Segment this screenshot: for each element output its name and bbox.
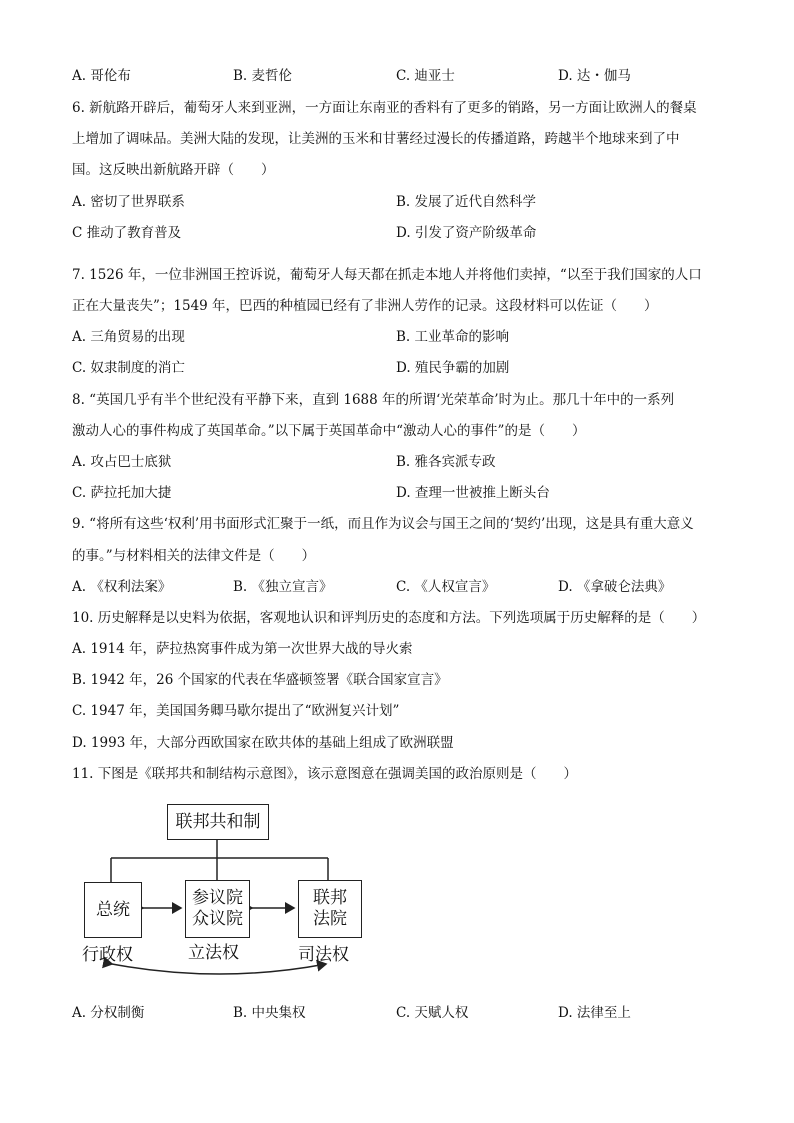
box-congress <box>185 880 250 938</box>
q7-text-line-1: 7. 1526 年，一位非洲国王控诉说，葡萄牙人每天都在抓走本地人并将他们卖掉，“以至于我们国家的人口 <box>72 267 702 283</box>
q6-text-line-1: 6. 新航路开辟后，葡萄牙人来到亚洲，一方面让东南亚的香料有了更多的销路，另一方面让欧洲人的餐桌 <box>72 100 697 116</box>
box-president-label: 总统 <box>96 899 130 920</box>
arrow-bottom-curve <box>112 964 326 974</box>
q11-text-line-1: 11. 下图是《联邦共和制结构示意图》，该示意图意在强调美国的政治原则是（ ） <box>72 766 578 782</box>
q6-option-b: B. 发展了近代自然科学 <box>396 194 537 210</box>
label-judicial: 司法权 <box>298 945 349 965</box>
box-federal-republic-label: 联邦共和制 <box>175 811 261 832</box>
q5-option-b: B. 麦哲伦 <box>233 68 293 84</box>
q10-option-c: C. 1947 年，美国国务卿马歇尔提出了“欧洲复兴计划” <box>72 703 400 719</box>
q8-option-b: B. 雅各宾派专政 <box>396 454 496 470</box>
q8-option-d: D. 查理一世被推上断头台 <box>396 485 550 501</box>
q10-option-d: D. 1993 年，大部分西欧国家在欧共体的基础上组成了欧洲联盟 <box>72 735 454 751</box>
q5-option-a: A. 哥伦布 <box>72 68 131 84</box>
q5-option-c: C. 迪亚士 <box>396 68 455 84</box>
q10-text-line-1: 10. 历史解释是以史料为依据，客观地认识和评判历史的态度和方法。下列选项属于历史解释的是（ ） <box>72 610 706 626</box>
q6-option-d: D. 引发了资产阶级革命 <box>396 225 537 241</box>
q7-option-a: A. 三角贸易的出现 <box>72 329 185 345</box>
label-executive: 行政权 <box>82 945 133 965</box>
q7-text-line-2: 正在大量丧失”；1549 年，巴西的种植园已经有了非洲人劳作的记录。这段材料可以佐证（ ） <box>72 298 658 314</box>
q5-option-d: D. 达・伽马 <box>558 68 631 84</box>
q9-option-c: C. 《人权宣言》 <box>396 579 496 595</box>
box-court-label-2: 法院 <box>313 909 347 929</box>
q11-option-c: C. 天赋人权 <box>396 1005 469 1021</box>
q10-option-a: A. 1914 年，萨拉热窝事件成为第一次世界大战的导火索 <box>72 641 413 657</box>
box-house-label: 众议院 <box>192 909 243 929</box>
q8-text-line-2: 激动人心的事件构成了英国革命。”以下属于英国革命中“激动人心的事件”的是（ ） <box>72 423 586 439</box>
q7-option-c: C. 奴隶制度的消亡 <box>72 360 185 376</box>
federal-structure-diagram <box>60 800 380 975</box>
box-president <box>84 882 142 938</box>
q8-option-c: C. 萨拉托加大捷 <box>72 485 172 501</box>
box-federal-republic <box>167 804 269 840</box>
box-senate-label: 参议院 <box>192 888 243 908</box>
q11-option-a: A. 分权制衡 <box>72 1005 145 1021</box>
box-federal-court <box>298 880 362 938</box>
q6-option-c: C 推动了教育普及 <box>72 225 182 241</box>
q6-option-a: A. 密切了世界联系 <box>72 194 185 210</box>
q9-option-d: D. 《拿破仑法典》 <box>558 579 672 595</box>
box-court-label-1: 联邦 <box>313 888 347 908</box>
q9-option-a: A. 《权利法案》 <box>72 579 172 595</box>
q8-option-a: A. 攻占巴士底狱 <box>72 454 172 470</box>
q9-text-line-2: 的事。”与材料相关的法律文件是（ ） <box>72 548 316 564</box>
q7-option-b: B. 工业革命的影响 <box>396 329 510 345</box>
label-legislative: 立法权 <box>188 943 239 963</box>
q6-text-line-2: 上增加了调味品。美洲大陆的发现，让美洲的玉米和甘薯经过漫长的传播道路，跨越半个地球来到了中 <box>72 131 680 147</box>
q9-text-line-1: 9. “将所有这些‘权利’用书面形式汇聚于一纸，而且作为议会与国王之间的‘契约’出现，这是具有重大意义 <box>72 516 694 532</box>
q7-option-d: D. 殖民争霸的加剧 <box>396 360 510 376</box>
q8-text-line-1: 8. “英国几乎有半个世纪没有平静下来，直到 1688 年的所谓‘光荣革命’时为止。那几十年中的一系列 <box>72 392 675 408</box>
q11-option-d: D. 法律至上 <box>558 1005 631 1021</box>
q6-text-line-3: 国。这反映出新航路开辟（ ） <box>72 162 275 178</box>
q11-option-b: B. 中央集权 <box>233 1005 306 1021</box>
q10-option-b: B. 1942 年，26 个国家的代表在华盛顿签署《联合国家宣言》 <box>72 672 448 688</box>
q9-option-b: B. 《独立宣言》 <box>233 579 333 595</box>
